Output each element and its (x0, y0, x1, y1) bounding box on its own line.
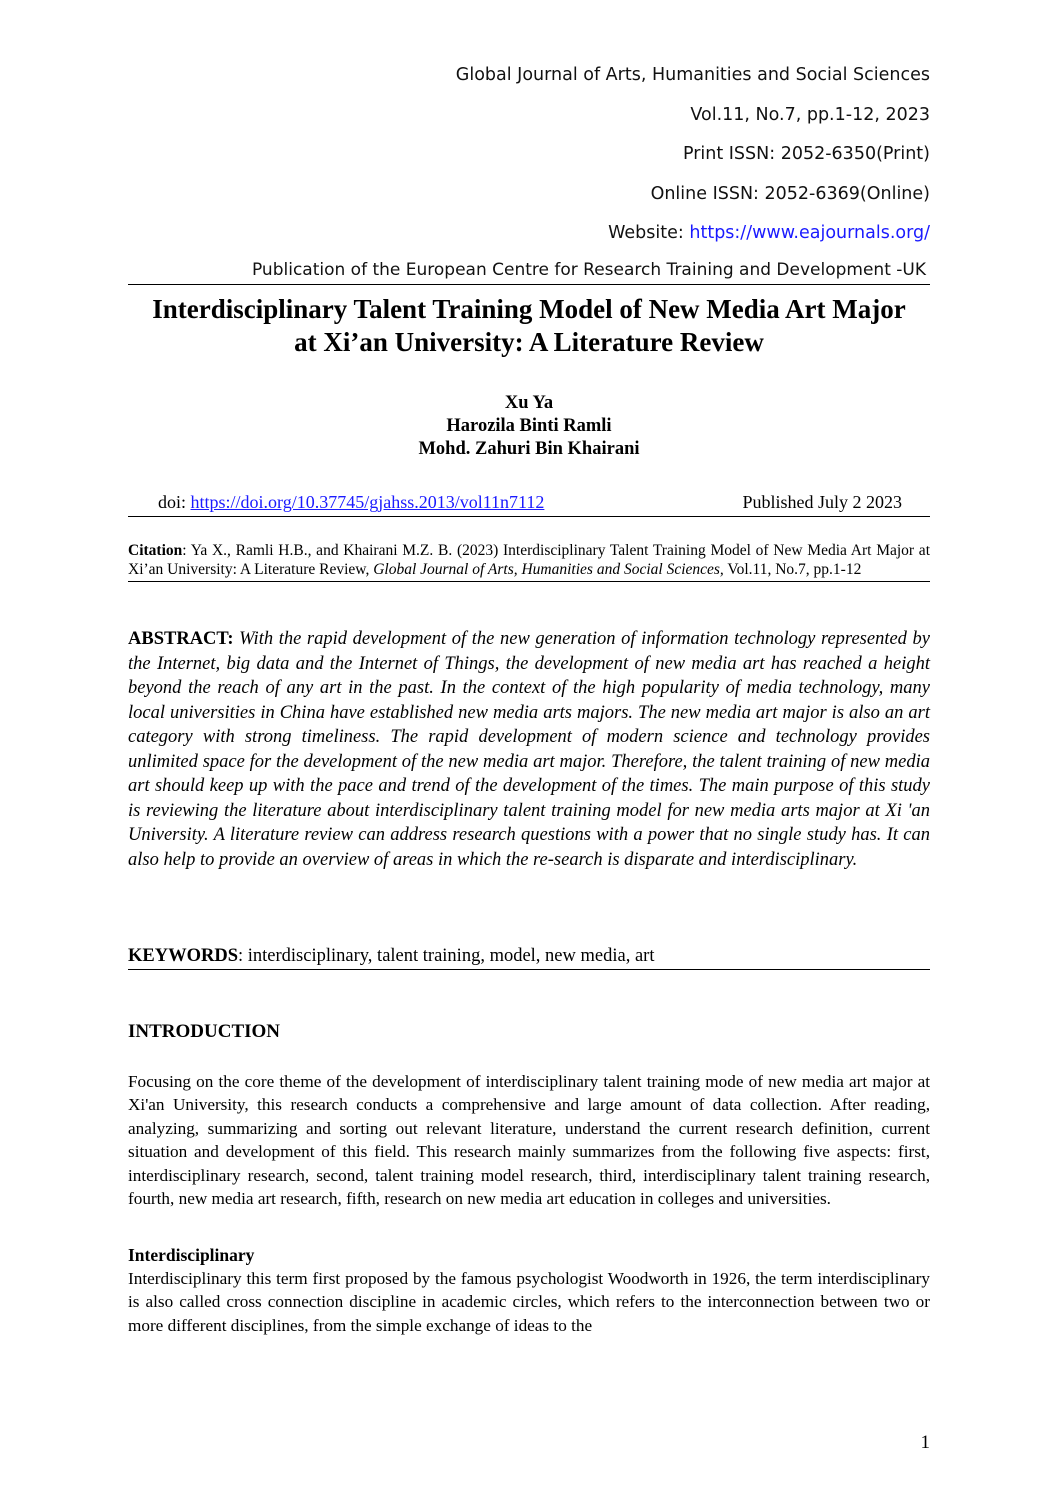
citation-label: Citation (128, 542, 183, 559)
website-link[interactable]: https://www.eajournals.org/ (689, 223, 930, 243)
keywords (128, 944, 930, 970)
doi-label: doi: (158, 492, 191, 512)
abstract (128, 627, 930, 872)
citation-volume: Vol.11, No.7, pp.1-12 (723, 561, 862, 578)
doi (158, 492, 544, 513)
author-name: Xu Ya (504, 393, 554, 413)
journal-header (128, 60, 930, 285)
keywords-label: KEYWORDS (128, 946, 238, 966)
page-number: 1 (920, 1432, 930, 1453)
journal-name: Global Journal of Arts, Humanities and Social Sciences (455, 65, 930, 85)
publisher-line: Publication of the European Centre for Research Training and Development -UK (128, 258, 930, 285)
title-line-1: Interdisciplinary Talent Training Model of New Media Art Major (152, 294, 906, 324)
paper-title (100, 293, 958, 359)
title-line-2: at Xi’an University: A Literature Review (294, 327, 764, 357)
citation (128, 541, 930, 582)
doi-row (128, 492, 930, 517)
author-name: Harozila Binti Ramli (446, 416, 612, 436)
website-label: Website: (608, 223, 690, 243)
citation-text: : Ya X., Ramli H.B., and Khairani M.Z. B. (2023) Interdisciplinary Talent Training Model of New Media Art Major at Xi’an University: A Literature Review, (128, 542, 930, 578)
published-date: Published July 2 2023 (742, 492, 902, 512)
author-name: Mohd. Zahuri Bin Khairani (418, 439, 640, 459)
interdisciplinary-heading: Interdisciplinary (128, 1245, 255, 1265)
volume-info: Vol.11, No.7, pp.1-12, 2023 (690, 104, 930, 125)
citation-journal: Global Journal of Arts, Humanities and Social Sciences, (373, 561, 724, 578)
abstract-text: With the rapid development of the new generation of information technology represented by the Internet, big data and the Internet of Things, the development of new media art has reached a height beyond the reach of any art in the past. In the context of the high popularity of media technology, many local universities in China have established new media arts majors. The new media art major is also an art category with strong timeliness. The rapid development of modern science and technology provides unlimited space for the development of the new media art major. Therefore, the talent training of new media art should keep up with the pace and trend of the development of the times. The main purpose of this study is reviewing the literature about interdisciplinary talent training model for new media arts major at Xi 'an University. A literature review can address research questions with a power that no single study has. It can also help to provide an overview of areas in which the re-search is disparate and interdisciplinary. (128, 629, 930, 870)
author-list (128, 392, 930, 461)
online-issn: Online ISSN: 2052-6369(Online) (650, 183, 930, 204)
website-line (128, 218, 930, 258)
keywords-text: : interdisciplinary, talent training, model, new media, art (238, 946, 655, 966)
interdisciplinary-paragraph: Interdisciplinary this term first proposed by the famous psychologist Woodworth in 1926, the term interdisciplinary is also called cross connection discipline in academic circles, which refers to the interconnection between two or more different disciplines, from the simple exchange of ideas to the (128, 1269, 930, 1335)
print-issn: Print ISSN: 2052-6350(Print) (682, 144, 930, 164)
doi-link[interactable]: https://doi.org/10.37745/gjahss.2013/vol11n7112 (190, 492, 545, 512)
abstract-label: ABSTRACT: (128, 629, 234, 649)
introduction-paragraph: Focusing on the core theme of the development of interdisciplinary talent training mode of new media art major at Xi'an University, this research conducts a comprehensive and large amount of data collection. After reading, analyzing, summarizing and sorting out relevant literature, understand the current research definition, current situation and development of this field. This research mainly summarizes from the following five aspects: first, interdisciplinary research, second, talent training model research, third, interdisciplinary talent training research, fourth, new media art research, fifth, research on new media art education in colleges and universities. (128, 1072, 930, 1209)
introduction-heading: INTRODUCTION (128, 1021, 281, 1042)
